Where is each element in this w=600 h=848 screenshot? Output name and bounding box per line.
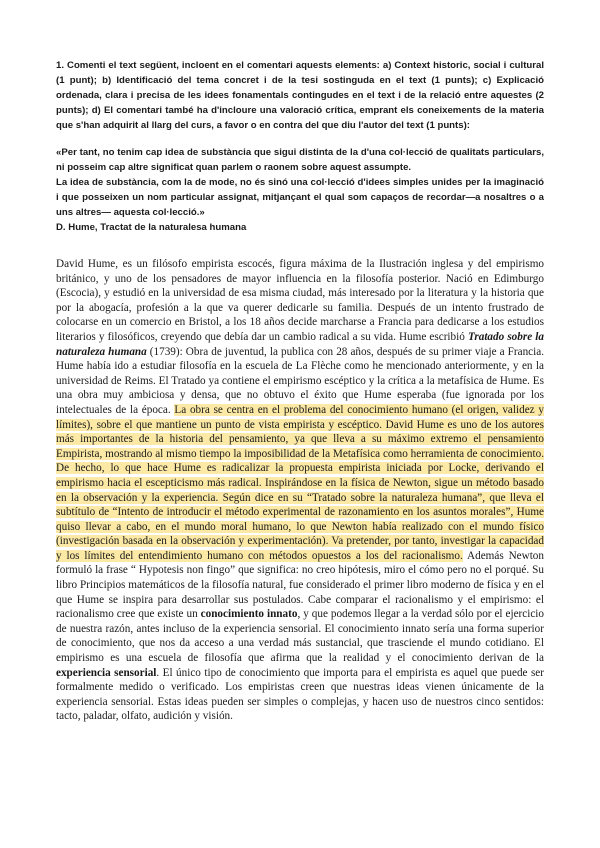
quote-paragraph-2: La idea de substància, com la de mode, no és sinó una col·lecció d'idees simples unides per la imaginació i que posseixen un nom particular assignat, mitjançant el qual som capaços de recordar—a nosaltres o a uns altres— aquesta col·lecció.» [56, 177, 544, 218]
essay-newton: Además Newton formuló la frase “ Hypotesis non fingo” que significa: no creo hipótesis, miro el cómo pero no el porqué. Su libro Principios matemáticos de la filosofía natural, fue considerado el primer libro moderno de física y en el que Hume se inspira para desarrollar sus postulados. Cabe comparar el racionalismo y el empirismo: el racionalismo cree que existe un [56, 549, 544, 621]
term-innate-knowledge: conocimiento innato [200, 608, 298, 621]
essay-empiricism: , y que podemos llegar a la verdad sólo por el ejercicio de nuestra razón, antes incluso de la experiencia sensorial. El conocimiento innato sería una forma superior de conocimiento, que nos da acceso a una verdad más sustancial, que trasciende el mundo cotidiano. El empirismo es una escuela de filosofía que afirma que la realidad y el conocimiento derivan de la [56, 608, 545, 665]
term-sensory-experience: experiencia sensorial [56, 666, 157, 679]
essay-body [56, 257, 544, 724]
highlighted-passage: La obra se centra en el problema del conocimiento humano (el origen, validez y límites), sobre el que mantiene un punto de vista empirista y escéptico. David Hume es uno de los autores más importantes de la historia del pensamiento, ya que lleva a su máximo extremo el pensamiento Empirista, mostrando al mismo tiempo la imposibilidad de la Metafísica como herramienta de conocimiento. De hecho, lo que hace Hume es radicalizar la propuesta empirista iniciada por Locke, derivando el empirismo hacia el escepticismo más radical. Inspirándose en la física de Newton, sigue un método basado en la observación y la experiencia. Según dice en su “Tratado sobre la naturaleza humana”, que lleva el subtítulo de “Intento de introducir el método experimental de razonamiento en los asuntos morales”, Hume quiso llevar a cabo, en el mundo moral humano, lo que Newton había realizado con el mundo físico (investigación basada en la observación y experimentación). Va pretender, por tanto, investigar la capacidad y los límites del entendimiento humano con métodos opuestos a los del racionalismo. [56, 403, 544, 562]
essay-paragraph [56, 257, 544, 724]
assignment-instructions: 1. Comenti el text següent, incloent en el comentari aquests elements: a) Context historic, social i cultural (1 punt); b) Identificació del tema concret i de la tesi sostinguda en el text (1 punts); c) Explicació ordenada, clara i precisa de les idees fonamentals contingudes en el text i de la relació entre aquestes (2 punts); d) El comentari també ha d'incloure una valoració crítica, emprant els coneixements de la materia que s'han adquirit al llarg del curs, a favor o en contra del que diu l'autor del text (1 punts): [56, 60, 544, 131]
essay-treatise: (1739): Obra de juventud, la publica con 28 años, después de su primer viaje a Francia. Hume había ido a estudiar filosofía en la escuela de La Flèche como he mencionado anteriormente, y en la universidad de Reims. El Tratado ya contiene el empirismo escéptico y la crítica a la metafísica de Hume. Es una obra muy ambiciosa y densa, que no obtuvo el éxito que Hume esperaba (fue ignorada por los intelectuales de la época. [56, 345, 544, 416]
essay-intro: David Hume, es un filósofo empirista escocés, figura máxima de la Ilustración inglesa y del empirismo británico, y uno de los pensadores de mayor influencia en la filosofía posterior. Nació en Edimburgo (Escocia), y estudió en la universidad de esa misma ciudad, más interesado por la literatura y la historia que por la abogacía, profesión a la que va querer dedicarle su familia. Después de un intento frustrado de colocarse en un comercio en Bristol, a los 18 años decide marcharse a Francia para dedicarse a los estudios literarios y filosóficos, creyendo que debía dar un cambio radical a su vida. Hume escribió [56, 258, 544, 343]
book-title: Tratado sobre la naturaleza humana [56, 330, 544, 358]
quote-source: D. Hume, Tractat de la naturalesa humana [56, 222, 247, 233]
essay-conclusion: . El único tipo de conocimiento que importa para el empirista es aquel que puede ser formalmente medido o verificado. Los empiristas creen que nuestras ideas vienen únicamente de la experiencia sensorial. Estas ideas pueden ser simples o complejas, y hacen uso de nuestros cinco sentidos: tacto, paladar, olfato, audición y visión. [56, 666, 544, 723]
hume-quote [56, 145, 544, 235]
quote-paragraph-1: «Per tant, no tenim cap idea de substància que sigui distinta de la d'una col·lecció de qualitats particulars, ni posseim cap altre significat quan parlem o raonem sobre aquest assumpte. [56, 147, 544, 173]
